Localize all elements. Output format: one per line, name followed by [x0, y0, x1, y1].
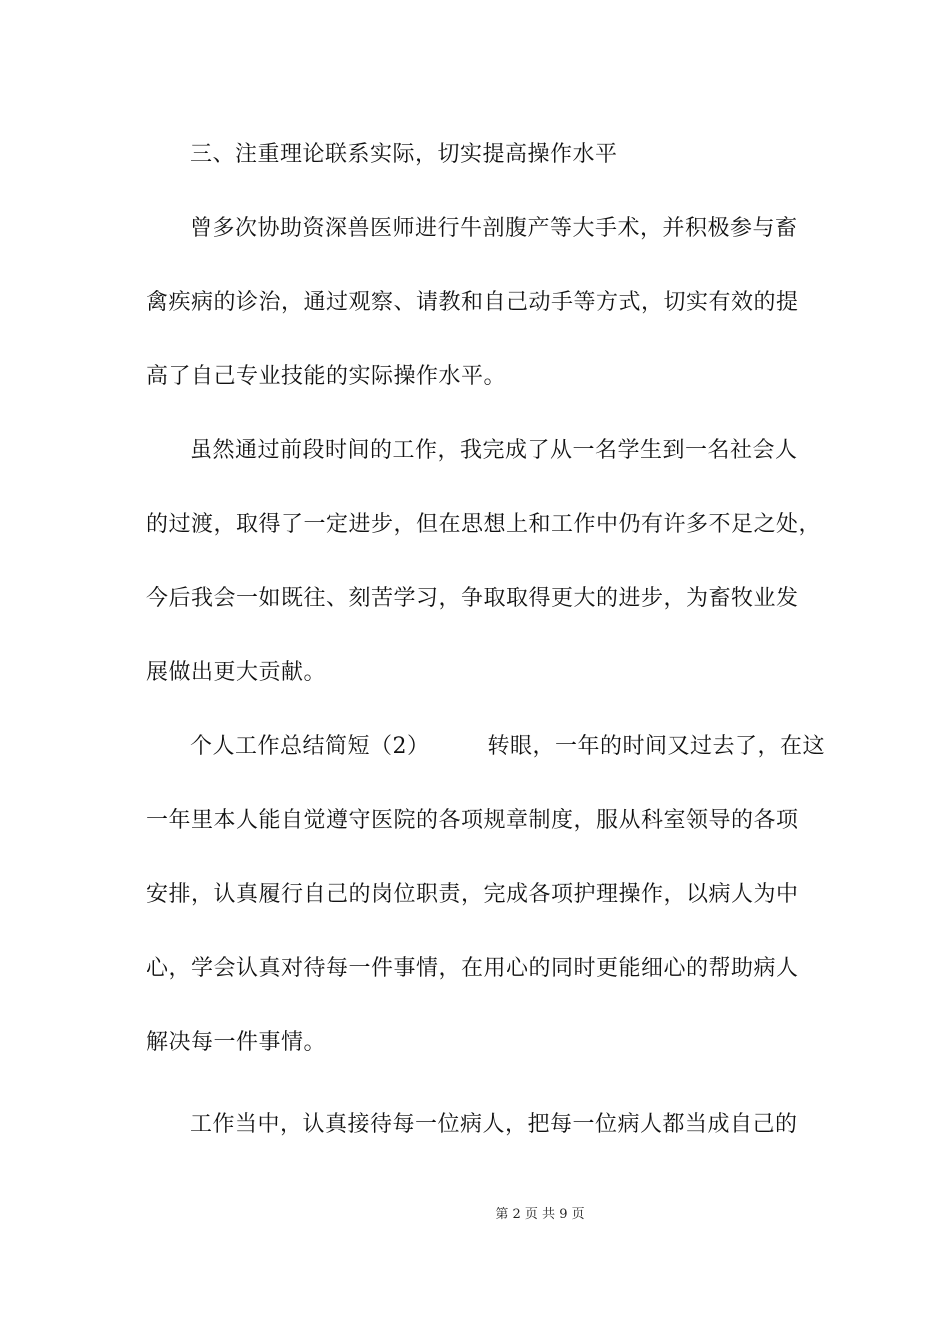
paragraph-line: 虽然通过前段时间的工作，我完成了从一名学生到一名社会人 [190, 438, 798, 463]
paragraph-line: 一年里本人能自觉遵守医院的各项规章制度，服从科室领导的各项 [146, 808, 799, 833]
paragraph-line: 今后我会一如既往、刻苦学习，争取取得更大的进步，为畜牧业发 [146, 586, 799, 611]
summary-title: 个人工作总结简短（2） [190, 734, 430, 759]
page-number-footer: 第 2 页 共 9 页 [495, 1207, 585, 1222]
paragraph-line: 心，学会认真对待每一件事情，在用心的同时更能细心的帮助病人 [146, 956, 799, 981]
paragraph-line: 解决每一件事情。 [146, 1030, 327, 1055]
paragraph-line: 禽疾病的诊治，通过观察、请教和自己动手等方式，切实有效的提 [146, 290, 799, 315]
paragraph-line: 的过渡，取得了一定进步，但在思想上和工作中仍有许多不足之处， [146, 512, 822, 537]
paragraph-line: 展做出更大贡献。 [146, 660, 327, 685]
paragraph-line: 高了自己专业技能的实际操作水平。 [146, 364, 507, 389]
paragraph-line: 曾多次协助资深兽医师进行牛剖腹产等大手术，并积极参与畜 [190, 216, 798, 241]
section-heading: 三、注重理论联系实际，切实提高操作水平 [190, 142, 618, 167]
paragraph-line: 安排，认真履行自己的岗位职责，完成各项护理操作，以病人为中 [146, 882, 799, 907]
paragraph-text: 转眼，一年的时间又过去了，在这 [487, 734, 826, 759]
paragraph-line: 工作当中，认真接待每一位病人，把每一位病人都当成自己的 [190, 1112, 798, 1137]
paragraph-line [190, 732, 825, 762]
